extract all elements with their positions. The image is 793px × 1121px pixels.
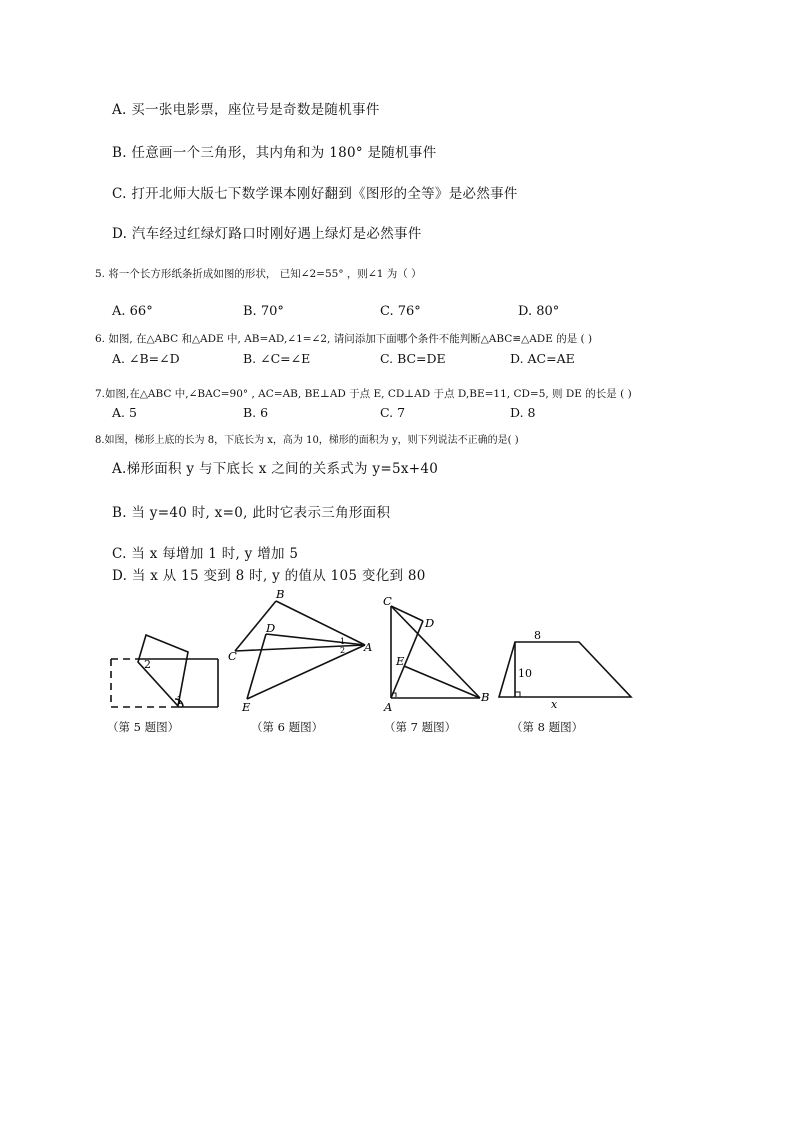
fig7-line-eb <box>404 666 480 698</box>
q6-option-c: C. BC=DE <box>380 351 446 366</box>
q4-option-b: B. 任意画一个三角形，其内角和为 180° 是随机事件 <box>112 145 437 161</box>
q4-option-c: C. 打开北师大版七下数学课本刚好翻到《图形的全等》是必然事件 <box>112 186 518 202</box>
q5-stem: 5. 将一个长方形纸条折成如图的形状， 已知∠2=55° ，则∠1 为（ ） <box>95 268 422 280</box>
q8-option-c: C. 当 x 每增加 1 时, y 增加 5 <box>112 546 299 562</box>
q6-option-d: D. AC=AE <box>510 351 575 366</box>
fig6-label-2: 2 <box>340 646 346 655</box>
q8-option-b: B. 当 y=40 时, x=0, 此时它表示三角形面积 <box>112 505 391 521</box>
figure-7 <box>391 606 480 698</box>
fig7-line-cb <box>391 606 480 698</box>
fig5-label-1: 1 <box>176 694 183 707</box>
fig8-label-10: 10 <box>518 667 532 680</box>
fig5-label-2: 2 <box>144 658 151 671</box>
fig7-label-c: C <box>383 594 392 608</box>
figure-5 <box>111 635 218 707</box>
q4-option-a: A. 买一张电影票，座位号是奇数是随机事件 <box>112 102 380 118</box>
fig6-label-d: D <box>266 621 276 635</box>
q5-option-b: B. 70° <box>243 304 284 319</box>
q5-option-a: A. 66° <box>112 304 153 319</box>
fig6-label-c: C <box>228 649 237 663</box>
q7-option-a: A. 5 <box>112 405 137 420</box>
fig7-label-b: B <box>481 690 490 704</box>
q5-option-c: C. 76° <box>380 304 421 319</box>
fig7-label-e: E <box>396 654 405 668</box>
q8-stem: 8.如图，梯形上底的长为 8，下底长为 x，高为 10，梯形的面积为 y，则下列说法不正确的是( ) <box>95 435 519 446</box>
fig6-label-b: B <box>276 587 285 601</box>
q7-option-d: D. 8 <box>510 405 536 420</box>
fig7-label-a: A <box>384 700 393 714</box>
q4-option-d: D. 汽车经过红绿灯路口时刚好遇上绿灯是必然事件 <box>112 226 422 242</box>
q7-stem: 7.如图,在△ABC 中,∠BAC=90° , AC=AB, BE⊥AD 于点 E, CD⊥AD 于点 D,BE=11, CD=5, 则 DE 的长是 ( ) <box>95 388 632 400</box>
figure-6 <box>235 601 365 699</box>
fig6-label-e: E <box>242 700 251 714</box>
fig7-line-cd <box>391 606 423 621</box>
fig7-caption: （第 7 题图） <box>384 720 457 734</box>
q6-option-a: A. ∠B=∠D <box>112 351 180 366</box>
fig8-label-8: 8 <box>534 629 541 642</box>
fig6-line-de <box>247 634 266 699</box>
q8-option-a: A.梯形面积 y 与下底长 x 之间的关系式为 y=5x+40 <box>112 461 439 477</box>
fig6-line-da <box>266 634 365 645</box>
fig6-line-ca <box>235 645 365 651</box>
q8-option-d: D. 当 x 从 15 变到 8 时, y 的值从 105 变化到 80 <box>112 568 426 584</box>
fig6-label-a: A <box>364 640 373 654</box>
q7-option-b: B. 6 <box>243 405 269 420</box>
q6-option-b: B. ∠C=∠E <box>243 351 311 366</box>
q7-option-c: C. 7 <box>380 405 406 420</box>
fig5-caption: （第 5 题图） <box>107 720 180 734</box>
q5-option-d: D. 80° <box>518 304 560 319</box>
fig7-label-d: D <box>425 616 435 630</box>
q6-stem: 6. 如图, 在△ABC 和△ADE 中, AB=AD,∠1=∠2, 请问添加下面哪个条件不能判断△ABC≌△ADE 的是 ( ) <box>95 333 593 345</box>
fig8-label-x: x <box>551 698 558 711</box>
fig6-line-ba <box>276 601 365 645</box>
fig6-label-1: 1 <box>340 637 346 646</box>
fig8-caption: （第 8 题图） <box>511 720 584 734</box>
fig6-caption: （第 6 题图） <box>251 720 324 734</box>
fig6-line-ea <box>247 645 365 699</box>
